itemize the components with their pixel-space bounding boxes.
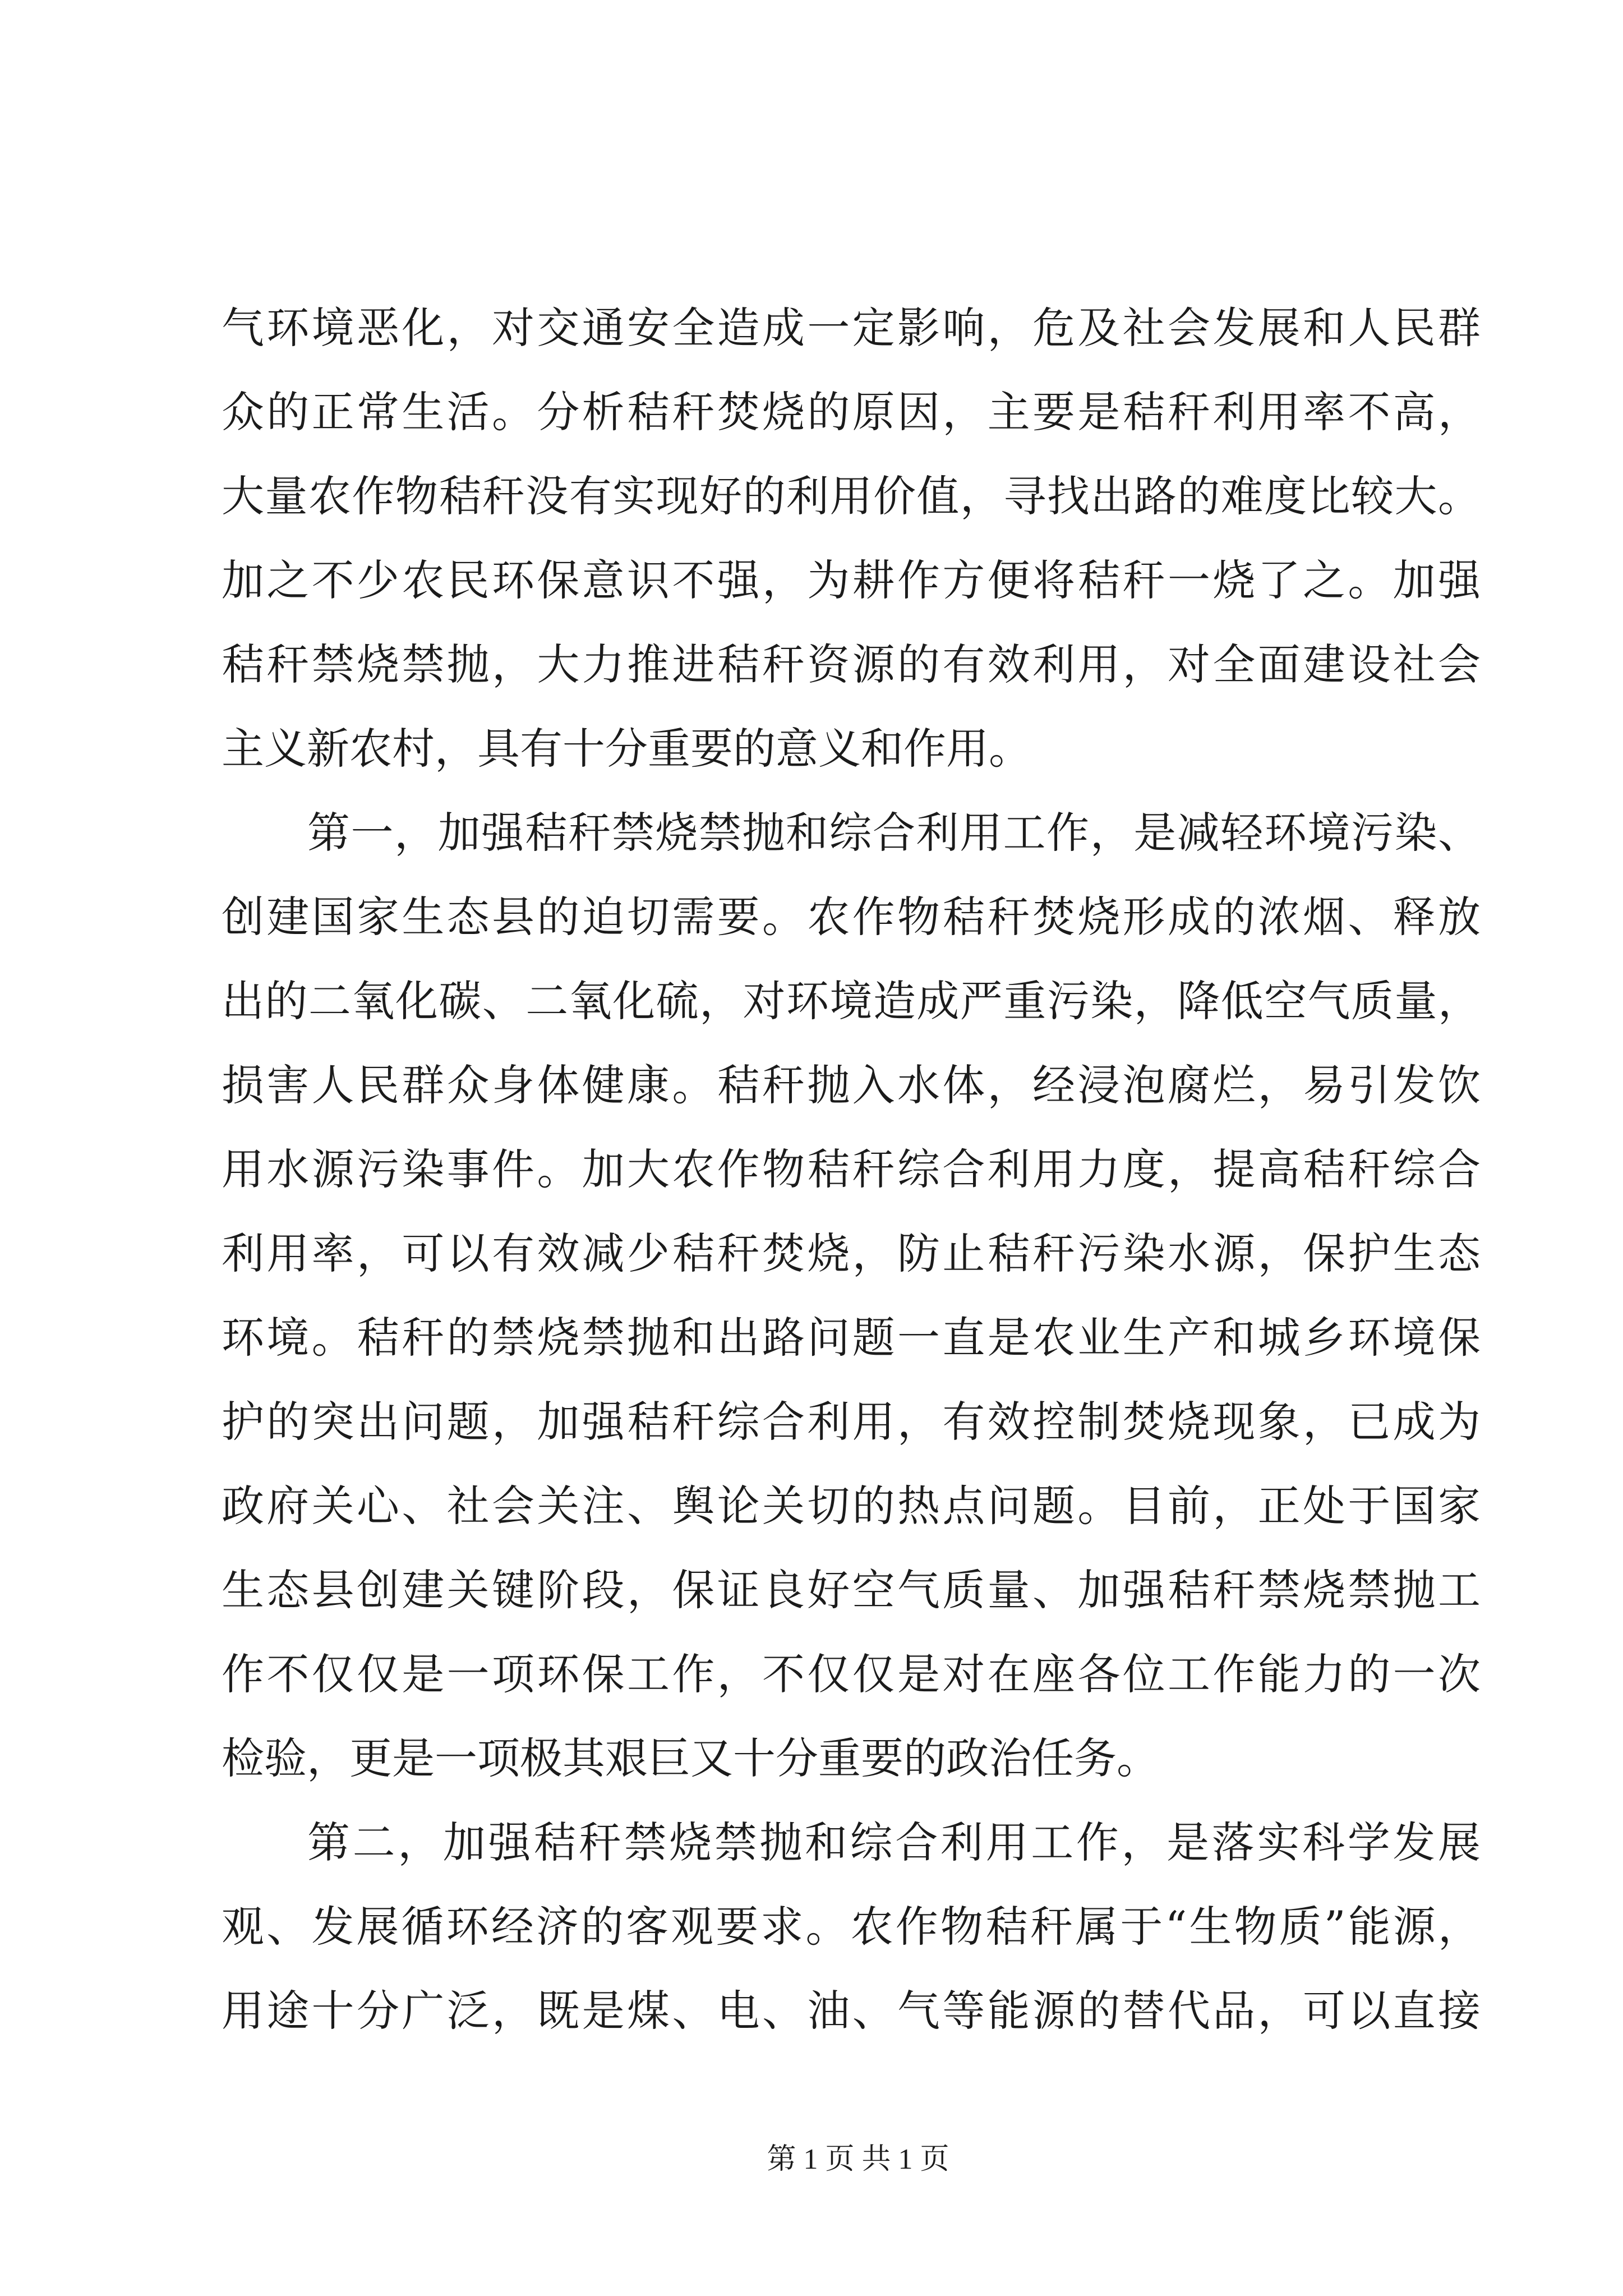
paragraph-line: 第一，加强秸秆禁烧禁抛和综合利用工作，是减轻环境污染、: [307, 808, 1481, 858]
paragraph-line: 生态县创建关键阶段，保证良好空气质量、加强秸秆禁烧禁抛工: [222, 1565, 1481, 1615]
paragraph-line: 创建国家生态县的迫切需要。农作物秸秆焚烧形成的浓烟、释放: [222, 892, 1481, 942]
paragraph-line: 损害人民群众身体健康。秸秆抛入水体，经浸泡腐烂，易引发饮: [222, 1060, 1481, 1110]
paragraph-line: 观、发展循环经济的客观要求。农作物秸秆属于“生物质”能源，: [222, 1902, 1481, 1952]
paragraph-continued: [222, 286, 1481, 791]
paragraph-line: 护的突出问题，加强秸秆综合利用，有效控制焚烧现象，已成为: [222, 1397, 1481, 1447]
paragraph-line: 加之不少农民环保意识不强，为耕作方便将秸秆一烧了之。加强: [222, 555, 1481, 605]
paragraph-line: 用水源污染事件。加大农作物秸秆综合利用力度，提高秸秆综合: [222, 1144, 1481, 1194]
paragraph-line: 气环境恶化，对交通安全造成一定影响，危及社会发展和人民群: [222, 303, 1481, 353]
paragraph-line: 用途十分广泛，既是煤、电、油、气等能源的替代品，可以直接: [222, 1986, 1481, 2036]
body-text: [222, 286, 1481, 2053]
paragraph-line: 出的二氧化碳、二氧化硫，对环境造成严重污染，降低空气质量，: [222, 976, 1481, 1026]
paragraph-line: 主义新农村，具有十分重要的意义和作用。: [222, 724, 1031, 774]
paragraph-line: 秸秆禁烧禁抛，大力推进秸秆资源的有效利用，对全面建设社会: [222, 639, 1481, 689]
paragraph-line: 第二，加强秸秆禁烧禁抛和综合利用工作，是落实科学发展: [307, 1818, 1481, 1867]
paragraph-line: 大量农作物秸秆没有实现好的利用价值，寻找出路的难度比较大。: [222, 471, 1481, 521]
paragraph-line: 政府关心、社会关注、舆论关切的热点问题。目前，正处于国家: [222, 1481, 1481, 1531]
paragraph-line: 众的正常生活。分析秸秆焚烧的原因，主要是秸秆利用率不高，: [222, 387, 1481, 437]
paragraph-line: 检验，更是一项极其艰巨又十分重要的政治任务。: [222, 1733, 1159, 1783]
paragraph-line: 作不仅仅是一项环保工作，不仅仅是对在座各位工作能力的一次: [222, 1649, 1481, 1699]
paragraph-line: 环境。秸秆的禁烧禁抛和出路问题一直是农业生产和城乡环境保: [222, 1313, 1481, 1363]
paragraph-line: 利用率，可以有效减少秸秆焚烧，防止秸秆污染水源，保护生态: [222, 1228, 1481, 1278]
paragraph-point-two: [222, 1801, 1481, 2053]
paragraph-point-one: [222, 791, 1481, 1801]
page-number-footer: 第 1 页 共 1 页: [767, 2143, 949, 2175]
